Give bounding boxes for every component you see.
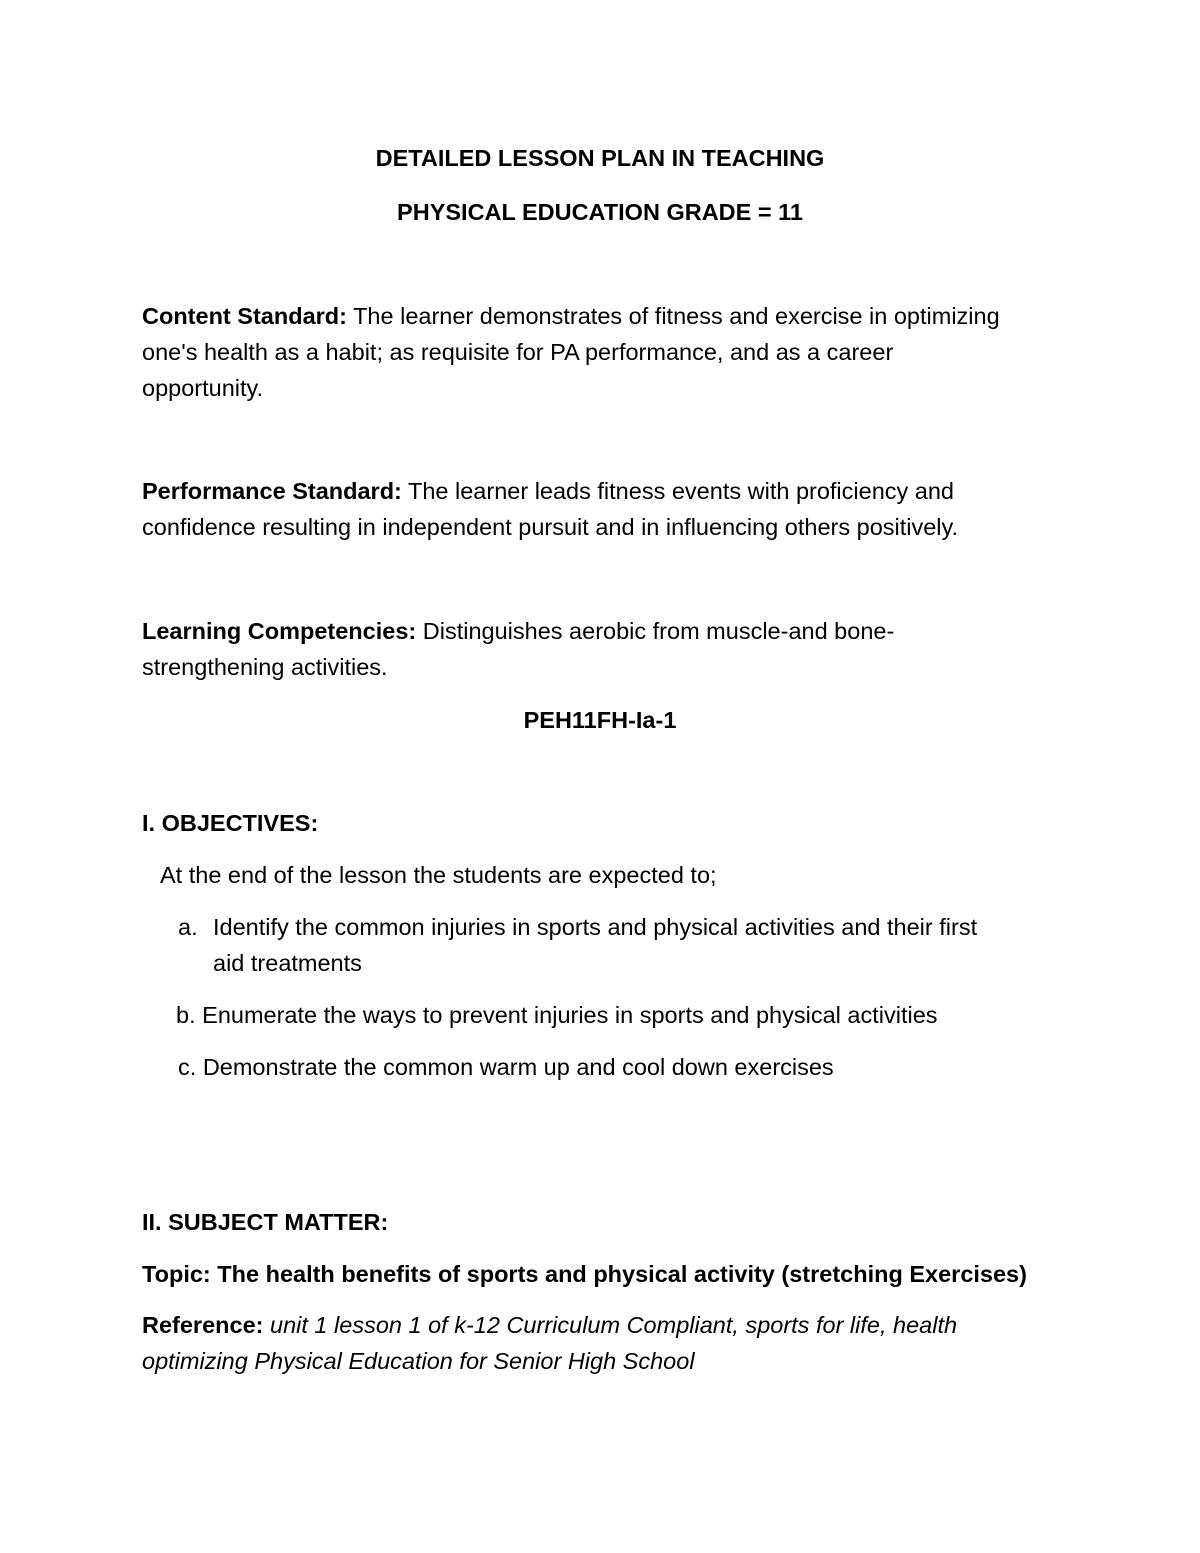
content-standard-label: Content Standard: xyxy=(142,303,347,329)
list-marker: c. xyxy=(178,1054,197,1080)
reference-line-2: optimizing Physical Education for Senior High School xyxy=(142,1348,695,1374)
performance-standard-line-1 xyxy=(142,476,954,506)
content-standard-line-2: one's health as a habit; as requisite for PA performance, and as a career xyxy=(142,339,894,365)
content-standard-line-3: opportunity. xyxy=(142,375,264,401)
performance-standard-line-2: confidence resulting in independent pursuit and in influencing others positively. xyxy=(142,514,959,540)
performance-standard-label: Performance Standard: xyxy=(142,478,402,504)
objectives-intro: At the end of the lesson the students are expected to; xyxy=(160,862,717,888)
learning-competencies-label: Learning Competencies: xyxy=(142,618,417,644)
list-marker: a. xyxy=(178,914,198,940)
reference-label: Reference: xyxy=(142,1312,264,1338)
objective-item-a xyxy=(178,912,198,942)
document-title: DETAILED LESSON PLAN IN TEACHING xyxy=(375,145,825,171)
content-standard-text: The learner demonstrates of fitness and exercise in optimizing xyxy=(346,303,1000,329)
reference-line-1 xyxy=(142,1310,957,1340)
topic-text: The health benefits of sports and physical activity (stretching Exercises) xyxy=(210,1261,1027,1287)
learning-competencies-text: Distinguishes aerobic from muscle-and bone- xyxy=(416,618,895,644)
objective-item-b-text: Enumerate the ways to prevent injuries in sports and physical activities xyxy=(202,1002,938,1028)
list-marker: b. xyxy=(176,1002,196,1028)
reference-text: unit 1 lesson 1 of k-12 Curriculum Compliant, sports for life, health xyxy=(263,1312,958,1338)
content-standard-line-1 xyxy=(142,301,1000,331)
objective-item-c-text: Demonstrate the common warm up and cool down exercises xyxy=(202,1054,834,1080)
subject-matter-heading: II. SUBJECT MATTER: xyxy=(142,1209,389,1235)
topic-line xyxy=(142,1259,1027,1289)
objective-item-a-line-1: Identify the common injuries in sports and physical activities and their first xyxy=(213,914,978,940)
objective-item-a-line-2: aid treatments xyxy=(213,950,362,976)
learning-competencies-line-1 xyxy=(142,616,894,646)
objectives-heading: I. OBJECTIVES: xyxy=(142,810,319,836)
objective-item-c xyxy=(178,1052,834,1082)
topic-label: Topic: xyxy=(142,1261,211,1287)
document-subtitle: PHYSICAL EDUCATION GRADE = 11 xyxy=(397,199,803,225)
performance-standard-text: The learner leads fitness events with proficiency and xyxy=(401,478,955,504)
competency-code: PEH11FH-Ia-1 xyxy=(523,707,677,733)
objective-item-b xyxy=(176,1000,938,1030)
learning-competencies-line-2: strengthening activities. xyxy=(142,654,388,680)
